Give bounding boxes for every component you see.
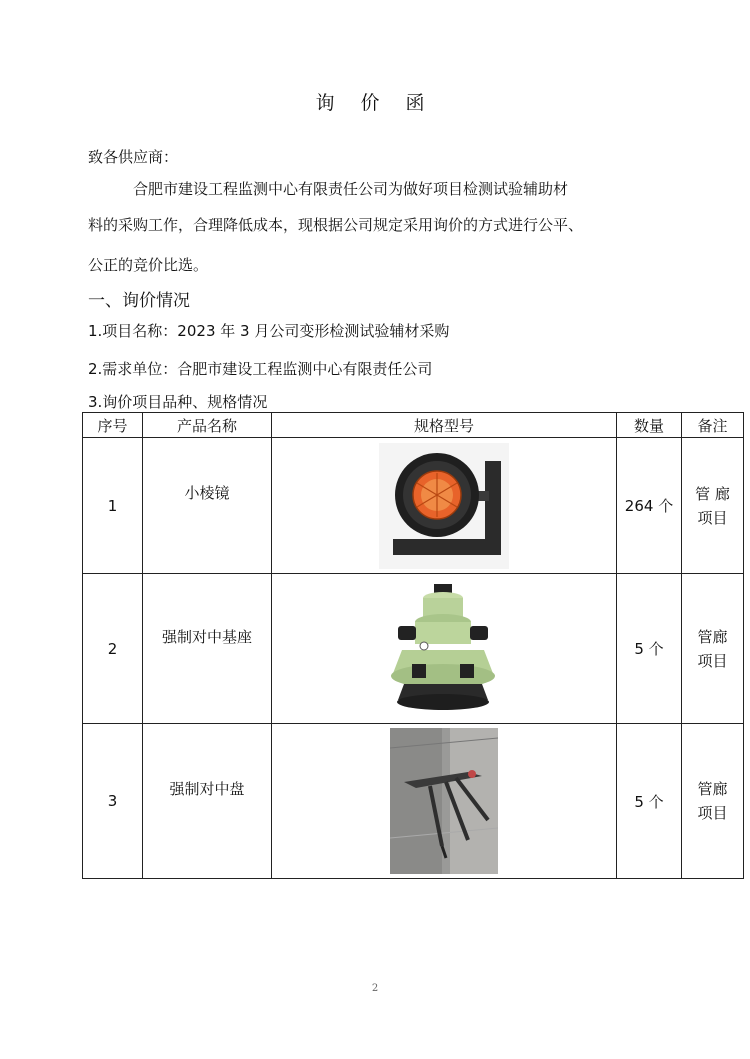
row-note: [682, 724, 744, 879]
row-note-line-1: 管廊: [697, 627, 728, 646]
header-spec: 规格型号: [272, 413, 617, 438]
spec-heading: 3.询价项目品种、规格情况: [88, 393, 268, 411]
prism-image: [379, 443, 509, 569]
section-heading-1: 一、询价情况: [88, 291, 190, 311]
row-no: 1: [83, 438, 143, 574]
centering-plate-image: [390, 728, 498, 874]
row-spec: [272, 438, 617, 574]
row-note-line-1: 管廊: [697, 780, 728, 798]
row-note: [682, 574, 744, 724]
row-qty: 5 个: [617, 724, 682, 879]
intro-line-3: 公正的竞价比选。: [88, 256, 209, 274]
row-note-line-2: 项目: [697, 804, 728, 822]
row-spec: [272, 574, 617, 724]
row-no: 2: [83, 574, 143, 724]
header-note: 备注: [682, 413, 744, 438]
intro-line-1: 合肥市建设工程监测中心有限责任公司为做好项目检测试验辅助材: [133, 180, 569, 198]
header-qty: 数量: [617, 413, 682, 438]
requesting-unit: 2.需求单位：合肥市建设工程监测中心有限责任公司: [88, 360, 433, 378]
header-name: 产品名称: [143, 413, 272, 438]
table-row: [83, 438, 744, 574]
table-row: [83, 574, 744, 724]
row-qty: 264 个: [617, 438, 682, 574]
row-spec: [272, 724, 617, 879]
row-no: 3: [83, 724, 143, 879]
row-note-line-2: 项目: [697, 651, 728, 670]
table-row: [83, 724, 744, 879]
header-no: 序号: [83, 413, 143, 438]
row-qty: 5 个: [617, 574, 682, 724]
page-number: 2: [371, 983, 379, 994]
project-name: 1.项目名称：2023 年 3 月公司变形检测试验辅材采购: [88, 322, 450, 340]
salutation: 致各供应商：: [88, 148, 179, 166]
inquiry-table: [82, 412, 744, 879]
intro-line-2: 料的采购工作，合理降低成本，现根据公司规定采用询价的方式进行公平、: [88, 216, 584, 234]
row-name: 强制对中盘: [143, 724, 272, 879]
row-name: 小棱镜: [143, 438, 272, 574]
tribrach-image: [384, 580, 504, 718]
row-name: 强制对中基座: [143, 574, 272, 724]
row-note-line-2: 项目: [697, 508, 728, 527]
page-title: 询 价 函: [315, 92, 435, 114]
row-note: [682, 438, 744, 574]
table-header-row: [83, 413, 744, 438]
row-note-line-1: 管 廊: [695, 484, 730, 503]
